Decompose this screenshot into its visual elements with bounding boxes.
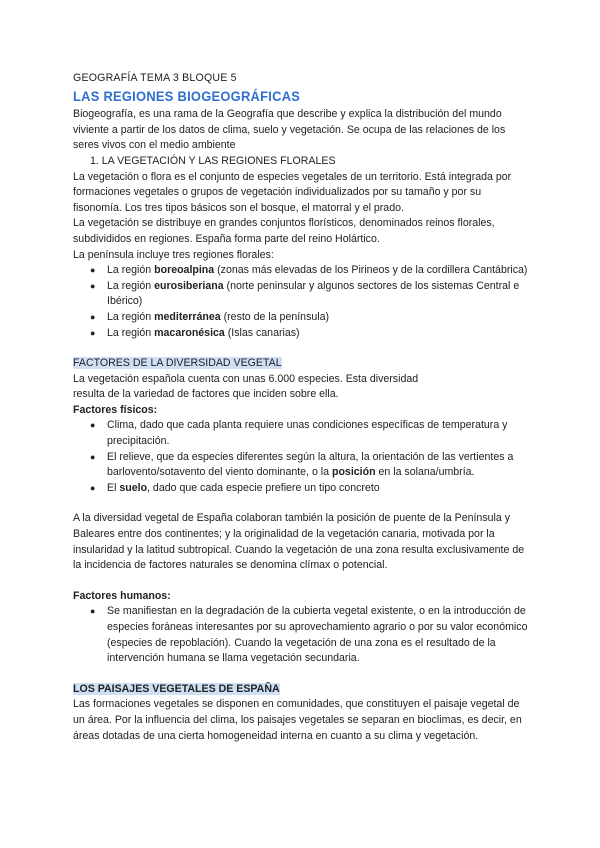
bullet-icon: ● bbox=[90, 420, 96, 431]
bullet-icon: ● bbox=[90, 606, 96, 617]
list-item-region: ● La región macaronésica (Islas canarias) bbox=[73, 326, 529, 342]
list-item-fisico: ● Clima, dado que cada planta requiere unas condiciones específicas de temperatura y precipitación. bbox=[90, 419, 508, 448]
paragraph-diversidad: A la diversidad vegetal de España colaboran también la posición de puente de la Península y Baleares entre dos continentes; y la originalidad de la vegetación canaria, motivada por la insularidad y la latitud subtropical. Cuando la vegetación de una zona resulta exclusivamente de la incidencia de factores naturales se denomina clímax o potencial. bbox=[73, 512, 525, 572]
paragraph-especies-1: La vegetación española cuenta con unas 6.000 especies. Esta diversidad bbox=[73, 372, 419, 385]
bullet-icon: ● bbox=[90, 280, 96, 291]
factores-fisicos-heading: Factores físicos: bbox=[73, 403, 158, 416]
paragraph-paisajes: Las formaciones vegetales se disponen en comunidades, que constituyen el paisaje vegetal de un área. Por la influencia del clima, los paisajes vegetales se separan en bioclimas, es decir, en áreas dotadas de una cierta homogeneidad interna en cuanto a su clima y vegetación. bbox=[73, 698, 522, 742]
paragraph-flora: La vegetación o flora es el conjunto de especies vegetales de un territorio. Está integrada por formaciones vegetales o grupos de vegetación individualizados por su tamaño y por su fisonomía. Los tres tipos básicos son el bosque, el matorral y el prado. bbox=[73, 170, 512, 214]
list-item-region: ● La región eurosiberiana (norte peninsular y algunos sectores de los sistemas Central e Ibérico) bbox=[90, 279, 520, 308]
section-heading-factores: FACTORES DE LA DIVERSIDAD VEGETAL bbox=[73, 357, 282, 370]
bullet-icon: ● bbox=[90, 265, 96, 276]
document-page bbox=[73, 71, 529, 744]
intro-paragraph: Biogeografía, es una rama de la Geografía que describe y explica la distribución del mundo viviente a partir de los datos de clima, suelo y vegetación. Se ocupa de las relaciones de los seres vivos con el medio ambiente bbox=[73, 108, 506, 152]
section-heading-paisajes: LOS PAISAJES VEGETALES DE ESPAÑA bbox=[73, 682, 280, 695]
bullet-icon: ● bbox=[90, 451, 96, 462]
list-item-fisico: ● El relieve, que da especies diferentes según la altura, la orientación de las vertientes a barlovento/sotavento del viento dominante, o la posición en la solana/umbría. bbox=[90, 450, 514, 479]
document-header: GEOGRAFÍA TEMA 3 BLOQUE 5 bbox=[73, 72, 237, 84]
factores-humanos-heading: Factores humanos: bbox=[73, 589, 171, 602]
list-item-fisico: ● El suelo, dado que cada especie prefiere un tipo concreto bbox=[73, 481, 529, 497]
bullet-icon: ● bbox=[90, 482, 96, 493]
list-item-humano: ● Se manifiestan en la degradación de la cubierta vegetal existente, o en la introducción de especies foráneas interesantes por su aprovechamiento agrario o por su valor económico (especies de repoblación). Cuando la vegetación de una zona es el resultado de la intervención humana se llama vegetación secundaria. bbox=[90, 605, 528, 665]
bullet-icon: ● bbox=[90, 311, 96, 322]
list-item-region: ● La región mediterránea (resto de la península) bbox=[73, 310, 529, 326]
list-item-region: ● La región boreoalpina (zonas más elevadas de los Pirineos y de la cordillera Cantábrica) bbox=[73, 263, 529, 279]
bullet-icon: ● bbox=[90, 327, 96, 338]
regions-list bbox=[73, 263, 529, 341]
humanos-list bbox=[73, 604, 529, 666]
paragraph-peninsula: La península incluye tres regiones florales: bbox=[73, 248, 274, 261]
section-heading-vegetacion: 1. LA VEGETACIÓN Y LAS REGIONES FLORALES bbox=[90, 154, 336, 167]
page-title: LAS REGIONES BIOGEOGRÁFICAS bbox=[73, 87, 301, 104]
paragraph-especies-2: resulta de la variedad de factores que inciden sobre ella. bbox=[73, 388, 339, 401]
fisicos-list bbox=[73, 418, 529, 496]
paragraph-reinos: La vegetación se distribuye en grandes conjuntos florísticos, denominados reinos florales, subdivididos en regiones. España forma parte del reino Holártico. bbox=[73, 217, 495, 245]
